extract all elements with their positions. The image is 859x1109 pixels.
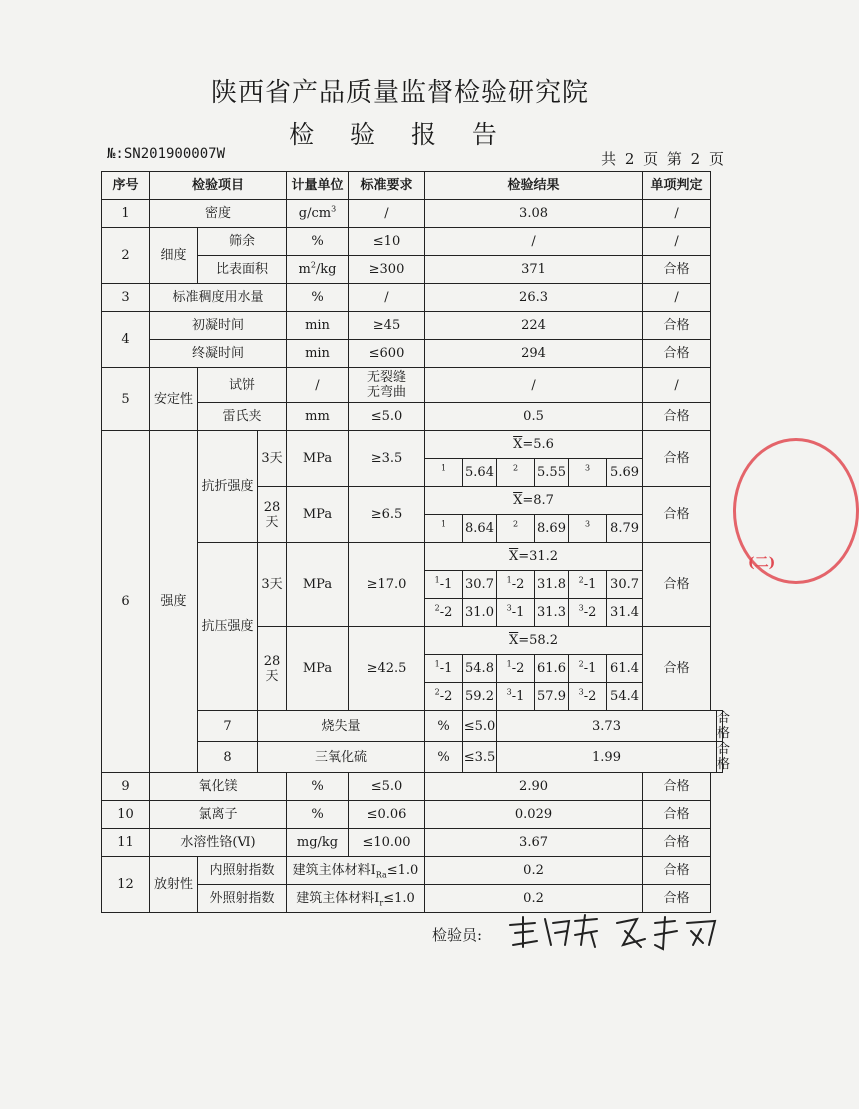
table-cell: 放射性 — [150, 857, 198, 913]
cell-text: =8.7 — [522, 493, 554, 508]
table-cell: 0.029 — [425, 801, 643, 829]
table-cell: / — [643, 200, 711, 228]
table-cell: / — [425, 368, 643, 403]
table-cell: ≥6.5 — [349, 487, 425, 543]
col-header-requirement: 标准要求 — [349, 172, 425, 200]
table-row — [102, 284, 723, 312]
table-cell — [497, 571, 535, 599]
table-row — [102, 368, 723, 403]
table-cell: 31.3 — [535, 599, 569, 627]
table-cell: 61.6 — [535, 655, 569, 683]
table-cell: / — [643, 368, 711, 403]
table-row — [102, 200, 723, 228]
organization-title: 陕西省产品质量监督检验研究院 — [210, 78, 589, 108]
table-cell: 28天 — [258, 627, 287, 711]
table-cell: 氯离子 — [150, 801, 287, 829]
cell-text: 1 — [440, 463, 447, 473]
table-row — [102, 857, 723, 885]
table-cell: 外照射指数 — [198, 885, 287, 913]
table-cell: 31.8 — [535, 571, 569, 599]
cell-text: $\overline{X}$ — [513, 493, 523, 508]
table-cell: 合格 — [717, 742, 731, 772]
table-cell: 5 — [102, 368, 150, 431]
table-cell: ≥42.5 — [349, 627, 425, 711]
table-cell: 合格 — [643, 431, 711, 487]
col-header-unit: 计量单位 — [287, 172, 349, 200]
table-cell: 11 — [102, 829, 150, 857]
table-cell: ≤10.00 — [349, 829, 425, 857]
table-cell: ≤600 — [349, 340, 425, 368]
table-cell: 30.7 — [463, 571, 497, 599]
cell-text: -2 — [439, 605, 453, 620]
cell-text: m — [298, 262, 311, 277]
table-cell: 3 — [102, 284, 150, 312]
table-cell: min — [287, 312, 349, 340]
table-row — [102, 829, 723, 857]
table-cell — [425, 543, 643, 571]
table-cell: % — [287, 228, 349, 256]
table-cell: ≥45 — [349, 312, 425, 340]
cell-text: -2 — [511, 661, 525, 676]
table-cell: 0.2 — [425, 857, 643, 885]
table-cell: ≤5.0 — [349, 403, 425, 431]
table-cell: 合格 — [643, 312, 711, 340]
page-count: 共 2 页 第 2 页 — [601, 150, 726, 168]
table-cell: 雷氏夹 — [198, 403, 287, 431]
cell-text: 2 — [512, 519, 519, 529]
cell-text: ≤1.0 — [386, 863, 419, 878]
cell-text: ≤1.0 — [383, 891, 415, 906]
table-row — [102, 340, 723, 368]
table-cell — [287, 857, 425, 885]
cell-text: 1 — [440, 519, 447, 529]
table-cell: mg/kg — [287, 829, 349, 857]
cell-text: 2 — [434, 603, 440, 613]
table-cell — [497, 515, 535, 543]
cell-text: -1 — [439, 661, 453, 676]
table-cell: 无裂缝 无弯曲 — [349, 368, 425, 403]
table-cell: / — [425, 228, 643, 256]
table-cell — [569, 571, 607, 599]
table-cell: 54.8 — [463, 655, 497, 683]
table-cell: 10 — [102, 801, 150, 829]
seal-number: (二) — [748, 555, 776, 571]
table-cell: ≥300 — [349, 256, 425, 284]
table-cell: 细度 — [150, 228, 198, 284]
table-cell: 3.67 — [425, 829, 643, 857]
table-cell — [287, 885, 425, 913]
table-cell — [497, 599, 535, 627]
table-cell: 试饼 — [198, 368, 287, 403]
table-cell: 5.64 — [463, 459, 497, 487]
table-cell — [425, 571, 463, 599]
cell-text: 1 — [506, 659, 512, 669]
table-cell: 烧失量 — [258, 711, 425, 742]
table-cell: MPa — [287, 627, 349, 711]
cell-text: -1 — [583, 661, 597, 676]
cell-text: g/cm — [298, 206, 332, 221]
cell-text: 3 — [331, 204, 337, 214]
cell-text: 1 — [506, 575, 512, 585]
table-cell: 密度 — [150, 200, 287, 228]
table-cell: 1.99 — [497, 742, 717, 773]
table-cell: 合格 — [643, 256, 711, 284]
cell-text: 建筑主体材料I — [296, 891, 380, 906]
table-cell: 294 — [425, 340, 643, 368]
table-cell: 61.4 — [607, 655, 643, 683]
table-cell — [569, 599, 607, 627]
table-cell: 371 — [425, 256, 643, 284]
col-header-item: 检验项目 — [150, 172, 287, 200]
table-cell: ≤5.0 — [349, 773, 425, 801]
table-cell: 比表面积 — [198, 256, 287, 284]
table-cell — [497, 459, 535, 487]
table-cell: ≥17.0 — [349, 543, 425, 627]
cell-text: 3 — [584, 463, 591, 473]
table-cell: 8.69 — [535, 515, 569, 543]
table-row — [102, 312, 723, 340]
cell-text: 3 — [506, 687, 512, 697]
cell-text: 3 — [506, 603, 512, 613]
table-cell: 抗折强度 — [198, 431, 258, 543]
cell-text: 1 — [434, 659, 440, 669]
table-cell — [425, 515, 463, 543]
cell-text: -2 — [583, 689, 597, 704]
table-cell: 氧化镁 — [150, 773, 287, 801]
table-cell: 初凝时间 — [150, 312, 287, 340]
table-cell: 筛余 — [198, 228, 287, 256]
cell-text: -2 — [511, 577, 525, 592]
table-cell: / — [349, 200, 425, 228]
cell-text: $\overline{X}$ — [508, 549, 519, 564]
cell-text: 2 — [512, 463, 519, 473]
cell-text: 3 — [578, 603, 584, 613]
cell-text: -1 — [511, 605, 525, 620]
table-cell — [287, 200, 349, 228]
cell-text: =31.2 — [518, 549, 559, 564]
table-cell: 合格 — [643, 340, 711, 368]
table-cell: 9 — [102, 773, 150, 801]
table-cell: ≤10 — [349, 228, 425, 256]
table-cell: 合格 — [643, 773, 711, 801]
table-cell: 合格 — [643, 403, 711, 431]
table-cell: ≤0.06 — [349, 801, 425, 829]
table-cell: 12 — [102, 857, 150, 913]
cell-text: -1 — [439, 577, 453, 592]
cell-text: 2 — [434, 687, 440, 697]
table-cell — [425, 683, 463, 711]
table-cell: 7 — [198, 711, 258, 742]
cell-text: $\overline{X}$ — [508, 633, 519, 648]
table-cell — [497, 683, 535, 711]
table-cell: 合格 — [643, 543, 711, 627]
table-row — [102, 801, 723, 829]
table-cell: MPa — [287, 543, 349, 627]
table-cell: 2.90 — [425, 773, 643, 801]
table-cell: 59.2 — [463, 683, 497, 711]
cell-text: -1 — [583, 577, 597, 592]
col-header-no: 序号 — [102, 172, 150, 200]
table-cell: ≤3.5 — [463, 742, 497, 773]
table-cell — [497, 655, 535, 683]
table-cell: 31.0 — [463, 599, 497, 627]
cell-text: 1 — [434, 575, 440, 585]
table-cell: 3天 — [258, 543, 287, 627]
table-cell: 8 — [198, 742, 258, 773]
col-header-verdict: 单项判定 — [643, 172, 711, 200]
cell-text: 2 — [578, 575, 584, 585]
table-row — [102, 228, 723, 256]
cell-text: -2 — [583, 605, 597, 620]
table-cell: mm — [287, 403, 349, 431]
table-cell: min — [287, 340, 349, 368]
table-cell: 3天 — [258, 431, 287, 487]
table-cell: MPa — [287, 487, 349, 543]
report-title: 检 验 报 告 — [289, 120, 511, 149]
table-cell: 30.7 — [607, 571, 643, 599]
table-cell: / — [349, 284, 425, 312]
table-cell — [425, 599, 463, 627]
results-table — [101, 171, 731, 913]
table-cell — [425, 655, 463, 683]
table-cell: 28天 — [258, 487, 287, 543]
table-cell: 合格 — [643, 801, 711, 829]
table-cell: 0.2 — [425, 885, 643, 913]
cell-text: 2 — [578, 659, 584, 669]
cell-text: =58.2 — [518, 633, 559, 648]
cell-text: =5.6 — [522, 437, 554, 452]
table-cell — [287, 256, 349, 284]
report-number: №:SN201900007W — [107, 146, 226, 162]
table-cell: % — [287, 284, 349, 312]
cell-text: 2 — [310, 260, 316, 270]
table-cell: / — [643, 284, 711, 312]
cell-text: /kg — [315, 262, 337, 277]
table-cell: 5.55 — [535, 459, 569, 487]
table-cell: 合格 — [643, 829, 711, 857]
table-cell: 0.5 — [425, 403, 643, 431]
cell-text: -2 — [439, 689, 453, 704]
table-cell — [425, 487, 643, 515]
table-cell: 3.73 — [497, 711, 717, 742]
table-cell: ≤5.0 — [463, 711, 497, 742]
table-cell: MPa — [287, 431, 349, 487]
table-cell: 2 — [102, 228, 150, 284]
table-header-row — [102, 172, 723, 200]
table-cell: / — [643, 228, 711, 256]
table-cell: % — [287, 773, 349, 801]
table-cell: 终凝时间 — [150, 340, 287, 368]
table-cell: 5.69 — [607, 459, 643, 487]
table-cell: 4 — [102, 312, 150, 368]
table-cell: 水溶性铬(Ⅵ) — [150, 829, 287, 857]
table-cell: 内照射指数 — [198, 857, 287, 885]
table-cell: 合格 — [643, 857, 711, 885]
table-cell: 26.3 — [425, 284, 643, 312]
table-cell: 6 — [102, 431, 150, 773]
table-cell: 54.4 — [607, 683, 643, 711]
inspector-signature — [505, 905, 725, 955]
table-cell: 合格 — [643, 627, 711, 711]
table-cell: 8.79 — [607, 515, 643, 543]
table-cell — [425, 459, 463, 487]
table-cell: % — [425, 711, 463, 742]
cell-text: 建筑主体材料I — [292, 863, 376, 878]
inspector-label: 检验员: — [432, 926, 483, 944]
table-cell: 合格 — [643, 885, 711, 913]
table-cell: 三氧化硫 — [258, 742, 425, 773]
table-cell: 合格 — [717, 711, 731, 741]
table-cell: % — [425, 742, 463, 773]
table-cell — [569, 683, 607, 711]
table-cell: 1 — [102, 200, 150, 228]
table-cell: 抗压强度 — [198, 543, 258, 711]
table-cell: 31.4 — [607, 599, 643, 627]
cell-text: $\overline{X}$ — [513, 437, 523, 452]
table-row — [102, 431, 723, 459]
table-cell: 标准稠度用水量 — [150, 284, 287, 312]
table-cell — [425, 431, 643, 459]
table-cell — [425, 627, 643, 655]
cell-text: -1 — [511, 689, 525, 704]
table-cell — [569, 515, 607, 543]
cell-text: 3 — [578, 687, 584, 697]
cell-text: Ra — [375, 870, 387, 880]
table-cell: 224 — [425, 312, 643, 340]
table-row — [102, 773, 723, 801]
table-cell: / — [287, 368, 349, 403]
table-cell: % — [287, 801, 349, 829]
table-cell: 合格 — [643, 487, 711, 543]
cell-text: 3 — [584, 519, 591, 529]
table-cell: 安定性 — [150, 368, 198, 431]
col-header-result: 检验结果 — [425, 172, 643, 200]
table-cell — [569, 459, 607, 487]
table-cell: 8.64 — [463, 515, 497, 543]
cell-text: r — [379, 898, 384, 908]
table-cell: 57.9 — [535, 683, 569, 711]
table-cell: 强度 — [150, 431, 198, 773]
table-cell: ≥3.5 — [349, 431, 425, 487]
table-cell: 3.08 — [425, 200, 643, 228]
table-cell — [569, 655, 607, 683]
